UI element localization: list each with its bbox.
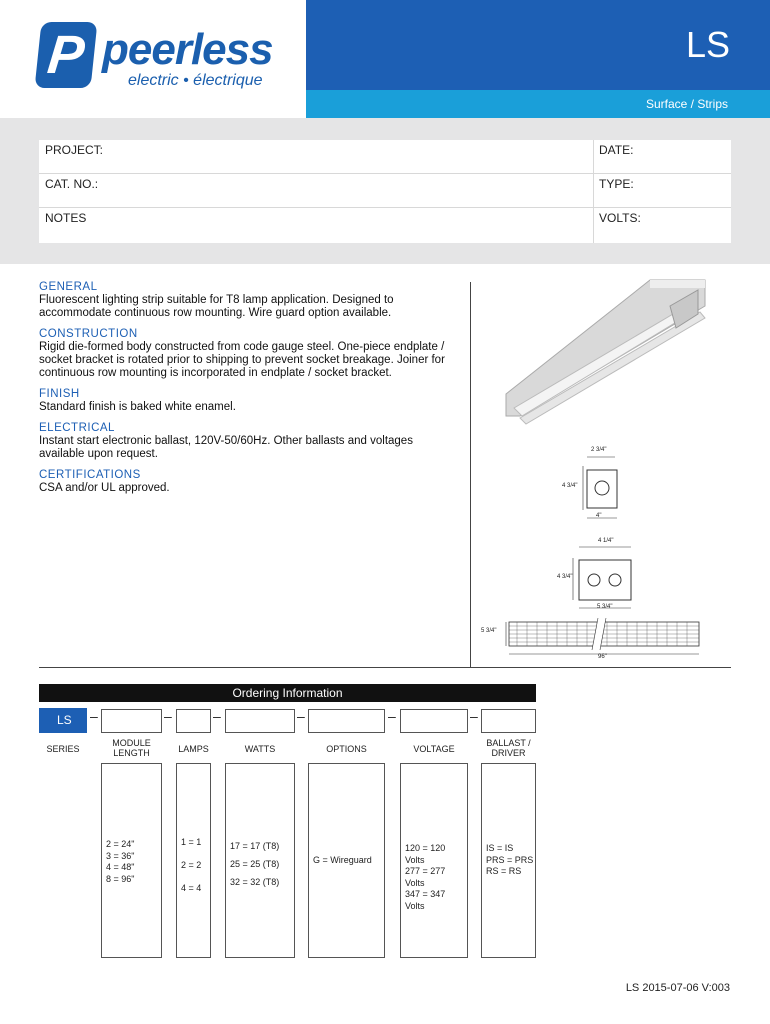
list-item: 4 = 4 xyxy=(181,883,202,893)
form-row-project xyxy=(39,140,731,174)
electrical-body: Instant start electronic ballast, 120V-50/60Hz. Other ballasts and voltages available upon request. xyxy=(39,435,413,460)
module-length-slot[interactable] xyxy=(101,709,162,733)
list-item: 1 = 1 xyxy=(181,837,202,847)
ballast-options xyxy=(481,763,536,958)
construction-body: Rigid die-formed body constructed from code gauge steel. One-piece endplate / socket bracket is rotated prior to shipping to prevent socket breakage. Joiner for continuous row mounting is incorporated in endplate / socket bracket. xyxy=(39,341,445,379)
project-label: PROJECT: xyxy=(45,143,104,157)
dim3-bottom-label: 96" xyxy=(598,654,607,660)
ballast-slot[interactable] xyxy=(481,709,536,733)
options-slot[interactable] xyxy=(308,709,385,733)
product-code: LS xyxy=(685,24,730,65)
options-header: OPTIONS xyxy=(326,744,367,754)
fixture-photo xyxy=(500,276,720,436)
list-item: 3 = 36" xyxy=(106,850,135,861)
side-view-drawing xyxy=(482,616,712,664)
list-item: 2 = 2 xyxy=(181,860,202,870)
separator-dash: – xyxy=(470,708,478,724)
section-divider xyxy=(39,667,731,668)
form-divider xyxy=(593,140,594,243)
dim3-side-label: 5 3/4" xyxy=(481,628,497,634)
voltage-slot[interactable] xyxy=(400,709,468,733)
form-row-cat xyxy=(39,174,731,208)
watts-slot[interactable] xyxy=(225,709,295,733)
list-item: PRS = PRS xyxy=(486,854,534,865)
type-label: TYPE: xyxy=(599,177,634,191)
list-item: 2 = 24" xyxy=(106,839,135,849)
voltage-header: VOLTAGE xyxy=(413,744,455,754)
logo-word: peerless xyxy=(102,25,273,74)
list-item: 4 = 48" xyxy=(106,862,135,872)
dim2-bottom-label: 5 3/4" xyxy=(597,604,613,610)
project-form xyxy=(39,140,731,243)
watts-header: WATTS xyxy=(244,744,276,754)
logo-subtitle: electric • électrique xyxy=(128,72,263,89)
notes-label: NOTES xyxy=(45,211,87,225)
list-item: 277 = 277 Volts xyxy=(405,866,446,888)
cat-no-label: CAT. NO.: xyxy=(45,177,99,191)
separator-dash: – xyxy=(213,708,221,724)
lamps-options xyxy=(176,763,211,958)
category-bar xyxy=(306,90,770,118)
separator-dash: – xyxy=(388,708,396,724)
general-body: Fluorescent lighting strip suitable for T8 lamp application. Designed to accommodate continuous row mounting. Wire guard option available. xyxy=(39,294,394,319)
electrical-title: ELECTRICAL xyxy=(39,422,115,434)
column-divider xyxy=(470,282,471,668)
construction-title: CONSTRUCTION xyxy=(39,328,138,340)
volts-label: VOLTS: xyxy=(599,211,641,225)
ballast-header: BALLAST / DRIVER xyxy=(486,738,531,758)
voltage-options xyxy=(400,763,468,958)
product-description xyxy=(39,281,459,495)
dim1-side-label: 4 3/4" xyxy=(562,483,578,489)
list-item: 17 = 17 (T8) xyxy=(230,841,280,851)
list-item: IS = IS xyxy=(486,843,514,853)
list-item: 8 = 96" xyxy=(106,873,135,884)
series-header: SERIES xyxy=(46,744,80,754)
module-length-options xyxy=(101,763,162,958)
date-label: DATE: xyxy=(599,143,634,157)
lamps-slot[interactable] xyxy=(176,709,211,733)
document-version: LS 2015-07-06 V:003 xyxy=(625,982,730,994)
list-item: 32 = 32 (T8) xyxy=(230,877,280,887)
dim2-top-label: 4 1/4" xyxy=(598,538,614,544)
separator-dash: – xyxy=(164,708,172,724)
header xyxy=(0,0,770,118)
certifications-body: CSA and/or UL approved. xyxy=(39,482,170,494)
dim1-bottom-label: 4" xyxy=(596,513,602,519)
separator-dash: – xyxy=(297,708,305,724)
product-code-banner xyxy=(306,0,770,90)
general-title: GENERAL xyxy=(39,281,98,293)
dim1-top-label: 2 3/4" xyxy=(591,447,607,453)
dim2-side-label: 4 3/4" xyxy=(557,574,573,580)
ordering-title: Ordering Information xyxy=(39,684,536,702)
lamps-header: LAMPS xyxy=(178,744,209,754)
certifications-title: CERTIFICATIONS xyxy=(39,469,141,481)
finish-body: Standard finish is baked white enamel. xyxy=(39,401,236,413)
form-row-notes xyxy=(39,208,731,242)
list-item: 347 = 347 Volts xyxy=(405,889,446,911)
list-item: RS = RS xyxy=(486,866,522,876)
watts-options xyxy=(225,763,295,958)
options-options xyxy=(308,763,385,958)
category-label: Surface / Strips xyxy=(645,97,728,111)
logo-mark: P xyxy=(35,22,98,88)
series-code: LS xyxy=(39,708,87,733)
list-item: 25 = 25 (T8) xyxy=(230,859,280,869)
list-item: 120 = 120 Volts xyxy=(405,843,446,865)
finish-title: FINISH xyxy=(39,388,80,400)
list-item: G = Wireguard xyxy=(313,855,372,865)
separator-dash: – xyxy=(90,708,98,724)
module-length-header: MODULE LENGTH xyxy=(112,738,151,758)
